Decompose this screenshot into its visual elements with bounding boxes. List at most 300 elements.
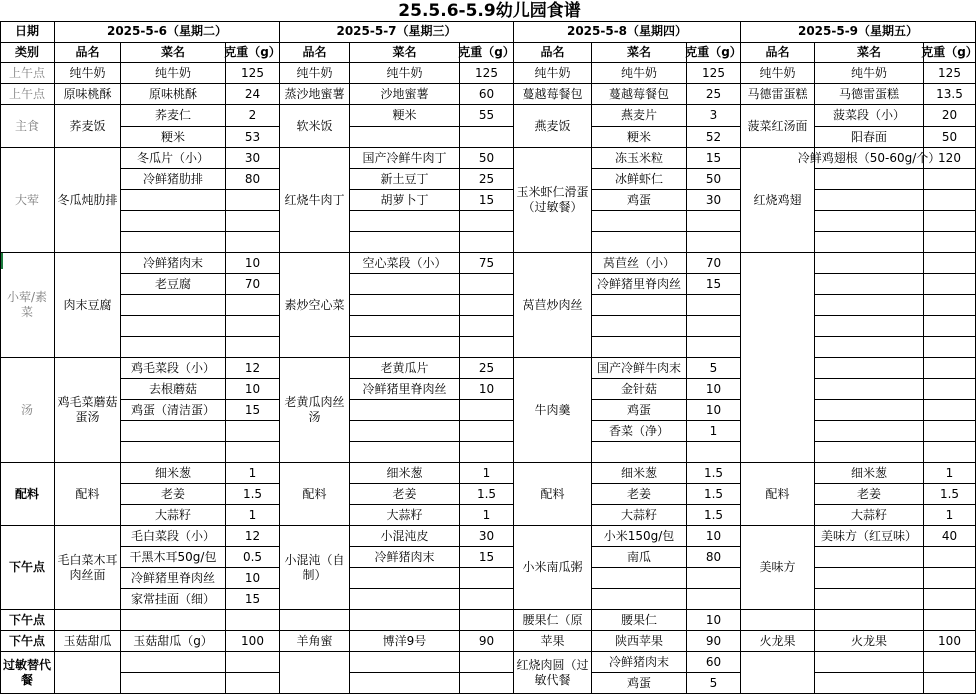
empty-cell xyxy=(687,589,741,610)
ingredient-name: 大蒜籽 xyxy=(121,505,226,526)
dish-name: 红烧牛肉丁 xyxy=(280,148,350,253)
dish-name: 莴苣炒肉丝 xyxy=(514,253,592,358)
ingredient-weight: 12 xyxy=(226,526,280,547)
empty-cell xyxy=(350,232,460,253)
dish-empty xyxy=(741,358,815,463)
dish-name: 红烧肉圆（过敏代餐 xyxy=(514,652,592,694)
caiming-header: 菜名 xyxy=(815,43,924,63)
empty-cell xyxy=(687,337,741,358)
ingredient-weight: 0.5 xyxy=(226,547,280,568)
ingredient-weight: 12 xyxy=(226,358,280,379)
empty-cell xyxy=(460,127,514,148)
empty-cell xyxy=(924,400,976,421)
ingredient-weight: 30 xyxy=(460,526,514,547)
caiming-header: 菜名 xyxy=(121,43,226,63)
category-label: 上午点 xyxy=(0,63,55,84)
ingredient-name: 燕麦片 xyxy=(592,105,687,127)
ingredient-weight: 15 xyxy=(226,400,280,421)
empty-cell xyxy=(592,232,687,253)
ingredient-name: 小米150g/包 xyxy=(592,526,687,547)
ingredient-name: 冷鲜猪肋排 xyxy=(121,169,226,190)
empty-cell xyxy=(687,568,741,589)
empty-cell xyxy=(815,673,924,694)
empty-cell xyxy=(460,421,514,442)
ingredient-name: 火龙果 xyxy=(815,631,924,652)
ingredient-weight: 20 xyxy=(924,105,976,127)
empty-cell xyxy=(924,211,976,232)
ingredient-name: 金针菇 xyxy=(592,379,687,400)
ingredient-weight: 50 xyxy=(460,148,514,169)
empty-cell xyxy=(592,442,687,463)
ingredient-weight: 50 xyxy=(924,127,976,148)
empty-cell xyxy=(592,337,687,358)
empty-cell xyxy=(121,337,226,358)
ingredient-weight: 5 xyxy=(687,673,741,694)
dish-empty xyxy=(741,610,815,631)
dish-name: 羊角蜜 xyxy=(280,631,350,652)
empty-cell xyxy=(121,211,226,232)
dish-name: 配料 xyxy=(280,463,350,526)
dish-name: 燕麦饭 xyxy=(514,105,592,148)
empty-cell xyxy=(460,400,514,421)
ingredient-name: 老姜 xyxy=(815,484,924,505)
empty-cell xyxy=(924,337,976,358)
ingredient-name: 老黄瓜片 xyxy=(350,358,460,379)
empty-cell xyxy=(350,610,460,631)
ingredient-weight: 1 xyxy=(687,421,741,442)
category-label: 汤 xyxy=(0,358,55,463)
ingredient-weight: 5 xyxy=(687,358,741,379)
empty-cell xyxy=(350,568,460,589)
ingredient-name: 沙地蜜薯 xyxy=(350,84,460,105)
empty-cell xyxy=(687,316,741,337)
ingredient-name: 纯牛奶 xyxy=(815,63,924,84)
empty-cell xyxy=(815,253,924,274)
ingredient-weight: 55 xyxy=(460,105,514,127)
dish-name: 牛肉羹 xyxy=(514,358,592,463)
ingredient-name: 陕西苹果 xyxy=(592,631,687,652)
ingredient-weight: 1 xyxy=(226,505,280,526)
empty-cell xyxy=(460,673,514,694)
empty-cell xyxy=(460,589,514,610)
empty-cell xyxy=(226,316,280,337)
day-header: 2025-5-6（星期二） xyxy=(55,21,280,43)
empty-cell xyxy=(460,232,514,253)
ingredient-weight: 30 xyxy=(226,148,280,169)
ingredient-weight: 100 xyxy=(924,631,976,652)
dish-name: 冬瓜炖肋排 xyxy=(55,148,121,253)
empty-cell xyxy=(350,127,460,148)
ingredient-name: 冻玉米粒 xyxy=(592,148,687,169)
ingredient-name: 冷鲜鸡翅根（50-60g/个） xyxy=(815,148,924,169)
dish-name: 菠菜红汤面 xyxy=(741,105,815,148)
ingredient-weight: 1.5 xyxy=(687,484,741,505)
empty-cell xyxy=(924,253,976,274)
day-header: 2025-5-7（星期三） xyxy=(280,21,514,43)
ingredient-name: 小混沌皮 xyxy=(350,526,460,547)
ingredient-weight: 40 xyxy=(924,526,976,547)
ingredient-name: 粳米 xyxy=(592,127,687,148)
ingredient-name: 老姜 xyxy=(592,484,687,505)
dish-empty xyxy=(741,652,815,694)
ingredient-name: 冷鲜猪肉末 xyxy=(350,547,460,568)
empty-cell xyxy=(815,358,924,379)
dish-empty xyxy=(280,652,350,694)
dish-name: 纯牛奶 xyxy=(514,63,592,84)
ingredient-name: 冷鲜猪肉末 xyxy=(592,652,687,673)
ingredient-name: 冷鲜猪里脊肉丝 xyxy=(121,568,226,589)
ingredient-name: 博洋9号 xyxy=(350,631,460,652)
ingredient-name: 毛白菜段（小） xyxy=(121,526,226,547)
empty-cell xyxy=(924,673,976,694)
kezhong-header: 克重（g） xyxy=(460,43,514,63)
empty-cell xyxy=(350,442,460,463)
ingredient-weight: 125 xyxy=(226,63,280,84)
ingredient-name: 国产冷鲜牛肉丁 xyxy=(350,148,460,169)
empty-cell xyxy=(924,190,976,211)
dish-name: 马德雷蛋糕 xyxy=(741,84,815,105)
category-label: 下午点 xyxy=(0,610,55,631)
dish-name: 蔓越莓餐包 xyxy=(514,84,592,105)
empty-cell xyxy=(592,211,687,232)
ingredient-name: 腰果仁 xyxy=(592,610,687,631)
empty-cell xyxy=(121,421,226,442)
sheet-title: 25.5.6-5.9幼儿园食谱 xyxy=(398,1,581,21)
empty-cell xyxy=(815,442,924,463)
ingredient-weight: 60 xyxy=(687,652,741,673)
ingredient-weight: 1.5 xyxy=(460,484,514,505)
dish-name: 纯牛奶 xyxy=(741,63,815,84)
ingredient-weight: 125 xyxy=(924,63,976,84)
ingredient-weight: 15 xyxy=(687,148,741,169)
empty-cell xyxy=(460,442,514,463)
empty-cell xyxy=(815,547,924,568)
empty-cell xyxy=(815,211,924,232)
pinming-header: 品名 xyxy=(280,43,350,63)
empty-cell xyxy=(924,295,976,316)
empty-cell xyxy=(815,169,924,190)
empty-cell xyxy=(350,589,460,610)
category-label: 配料 xyxy=(0,463,55,526)
empty-cell xyxy=(924,589,976,610)
ingredient-weight: 10 xyxy=(226,379,280,400)
ingredient-weight: 80 xyxy=(687,547,741,568)
day-header: 2025-5-8（星期四） xyxy=(514,21,741,43)
ingredient-name: 粳米 xyxy=(121,127,226,148)
ingredient-weight: 52 xyxy=(687,127,741,148)
date-header: 日期 xyxy=(0,21,55,43)
empty-cell xyxy=(924,610,976,631)
ingredient-name: 荞麦仁 xyxy=(121,105,226,127)
ingredient-name: 美味方（红豆味） xyxy=(815,526,924,547)
ingredient-weight: 2 xyxy=(226,105,280,127)
category-label: 小荤/素菜 xyxy=(0,253,55,358)
ingredient-weight: 1.5 xyxy=(226,484,280,505)
dish-name: 配料 xyxy=(514,463,592,526)
ingredient-weight: 70 xyxy=(687,253,741,274)
empty-cell xyxy=(460,211,514,232)
ingredient-name: 马德雷蛋糕 xyxy=(815,84,924,105)
empty-cell xyxy=(924,274,976,295)
ingredient-weight: 3 xyxy=(687,105,741,127)
empty-cell xyxy=(815,295,924,316)
empty-cell xyxy=(815,190,924,211)
empty-cell xyxy=(592,316,687,337)
empty-cell xyxy=(226,295,280,316)
ingredient-weight: 53 xyxy=(226,127,280,148)
empty-cell xyxy=(350,337,460,358)
ingredient-name: 大蒜籽 xyxy=(350,505,460,526)
empty-cell xyxy=(924,421,976,442)
empty-cell xyxy=(687,295,741,316)
ingredient-weight: 10 xyxy=(687,526,741,547)
ingredient-weight: 125 xyxy=(687,63,741,84)
ingredient-weight: 10 xyxy=(687,379,741,400)
ingredient-name: 冬瓜片（小） xyxy=(121,148,226,169)
dish-name: 老黄瓜肉丝汤 xyxy=(280,358,350,463)
ingredient-weight: 10 xyxy=(226,568,280,589)
empty-cell xyxy=(121,652,226,673)
ingredient-weight: 15 xyxy=(226,589,280,610)
empty-cell xyxy=(460,295,514,316)
ingredient-name: 蔓越莓餐包 xyxy=(592,84,687,105)
ingredient-name: 纯牛奶 xyxy=(350,63,460,84)
ingredient-weight: 100 xyxy=(226,631,280,652)
ingredient-name: 粳米 xyxy=(350,105,460,127)
ingredient-weight: 1.5 xyxy=(687,505,741,526)
dish-name: 玉米虾仁滑蛋（过敏餐） xyxy=(514,148,592,253)
ingredient-name: 玉菇甜瓜（g） xyxy=(121,631,226,652)
ingredient-name: 阳春面 xyxy=(815,127,924,148)
ingredient-name: 大蒜籽 xyxy=(592,505,687,526)
category-label: 上午点 xyxy=(0,84,55,105)
empty-cell xyxy=(226,610,280,631)
empty-cell xyxy=(687,232,741,253)
grid-line xyxy=(0,21,976,22)
ingredient-weight: 1.5 xyxy=(924,484,976,505)
ingredient-name: 空心菜段（小） xyxy=(350,253,460,274)
caiming-header: 菜名 xyxy=(350,43,460,63)
ingredient-weight: 15 xyxy=(460,547,514,568)
dish-empty xyxy=(55,610,121,631)
ingredient-weight: 10 xyxy=(460,379,514,400)
ingredient-name: 胡萝卜丁 xyxy=(350,190,460,211)
empty-cell xyxy=(121,295,226,316)
empty-cell xyxy=(121,442,226,463)
empty-cell xyxy=(226,442,280,463)
ingredient-weight: 24 xyxy=(226,84,280,105)
kezhong-header: 克重（g） xyxy=(924,43,976,63)
dish-name: 纯牛奶 xyxy=(280,63,350,84)
empty-cell xyxy=(350,211,460,232)
empty-cell xyxy=(121,673,226,694)
empty-cell xyxy=(350,274,460,295)
empty-cell xyxy=(924,379,976,400)
ingredient-name: 菠菜段（小） xyxy=(815,105,924,127)
empty-cell xyxy=(226,211,280,232)
empty-cell xyxy=(815,232,924,253)
empty-cell xyxy=(815,421,924,442)
ingredient-weight: 80 xyxy=(226,169,280,190)
ingredient-weight: 25 xyxy=(687,84,741,105)
ingredient-weight: 15 xyxy=(687,274,741,295)
dish-name: 蒸沙地蜜薯 xyxy=(280,84,350,105)
ingredient-weight: 10 xyxy=(687,610,741,631)
dish-name: 鸡毛菜蘑菇蛋汤 xyxy=(55,358,121,463)
dish-name: 原味桃酥 xyxy=(55,84,121,105)
category-label: 过敏替代餐 xyxy=(0,652,55,694)
empty-cell xyxy=(815,379,924,400)
ingredient-name: 老姜 xyxy=(121,484,226,505)
ingredient-name: 香菜（净） xyxy=(592,421,687,442)
dish-name: 小混沌（自制） xyxy=(280,526,350,610)
ingredient-weight: 75 xyxy=(460,253,514,274)
ingredient-name: 纯牛奶 xyxy=(121,63,226,84)
empty-cell xyxy=(592,589,687,610)
ingredient-name: 冷鲜猪里脊肉丝 xyxy=(350,379,460,400)
ingredient-weight: 70 xyxy=(226,274,280,295)
empty-cell xyxy=(924,169,976,190)
category-label: 下午点 xyxy=(0,526,55,610)
caiming-header: 菜名 xyxy=(592,43,687,63)
ingredient-name: 鸡蛋（清洁蛋） xyxy=(121,400,226,421)
empty-cell xyxy=(350,400,460,421)
dish-empty xyxy=(55,652,121,694)
empty-cell xyxy=(815,316,924,337)
dish-name: 红烧鸡翅 xyxy=(741,148,815,253)
empty-cell xyxy=(815,568,924,589)
ingredient-name: 去根蘑菇 xyxy=(121,379,226,400)
dish-name: 小米南瓜粥 xyxy=(514,526,592,610)
category-header: 类别 xyxy=(0,43,55,63)
empty-cell xyxy=(121,190,226,211)
ingredient-name: 老姜 xyxy=(350,484,460,505)
dish-name: 毛白菜木耳肉丝面 xyxy=(55,526,121,610)
empty-cell xyxy=(815,337,924,358)
empty-cell xyxy=(460,274,514,295)
ingredient-name: 鸡蛋 xyxy=(592,673,687,694)
empty-cell xyxy=(460,337,514,358)
empty-cell xyxy=(226,421,280,442)
empty-cell xyxy=(226,232,280,253)
pinming-header: 品名 xyxy=(514,43,592,63)
dish-name: 纯牛奶 xyxy=(55,63,121,84)
empty-cell xyxy=(226,190,280,211)
ingredient-weight: 1 xyxy=(460,505,514,526)
empty-cell xyxy=(924,442,976,463)
grid-line xyxy=(0,21,1,694)
empty-cell xyxy=(815,274,924,295)
ingredient-weight: 1 xyxy=(924,505,976,526)
dish-name: 软米饭 xyxy=(280,105,350,148)
ingredient-weight: 1.5 xyxy=(687,463,741,484)
ingredient-weight: 50 xyxy=(687,169,741,190)
dish-name: 素炒空心菜 xyxy=(280,253,350,358)
ingredient-name: 细米葱 xyxy=(592,463,687,484)
ingredient-weight: 10 xyxy=(226,253,280,274)
dish-name: 配料 xyxy=(55,463,121,526)
ingredient-name: 新土豆丁 xyxy=(350,169,460,190)
ingredient-name: 莴苣丝（小） xyxy=(592,253,687,274)
empty-cell xyxy=(460,568,514,589)
ingredient-name: 冷鲜猪肉末 xyxy=(121,253,226,274)
pinming-header: 品名 xyxy=(55,43,121,63)
empty-cell xyxy=(924,568,976,589)
empty-cell xyxy=(460,316,514,337)
empty-cell xyxy=(121,232,226,253)
dish-name: 肉末豆腐 xyxy=(55,253,121,358)
ingredient-name: 大蒜籽 xyxy=(815,505,924,526)
empty-cell xyxy=(924,358,976,379)
empty-cell xyxy=(460,610,514,631)
empty-cell xyxy=(592,295,687,316)
empty-cell xyxy=(687,442,741,463)
category-label: 大荤 xyxy=(0,148,55,253)
ingredient-name: 鸡蛋 xyxy=(592,190,687,211)
ingredient-weight: 30 xyxy=(687,190,741,211)
category-label: 下午点 xyxy=(0,631,55,652)
dish-name: 玉菇甜瓜 xyxy=(55,631,121,652)
empty-cell xyxy=(924,547,976,568)
kezhong-header: 克重（g） xyxy=(687,43,741,63)
ingredient-name: 原味桃酥 xyxy=(121,84,226,105)
empty-cell xyxy=(815,610,924,631)
ingredient-weight: 1 xyxy=(924,463,976,484)
ingredient-name: 家常挂面（细） xyxy=(121,589,226,610)
ingredient-name: 细米葱 xyxy=(815,463,924,484)
empty-cell xyxy=(226,337,280,358)
ingredient-weight: 15 xyxy=(460,190,514,211)
dish-name: 苹果 xyxy=(514,631,592,652)
empty-cell xyxy=(924,652,976,673)
dish-empty xyxy=(280,610,350,631)
empty-cell xyxy=(815,589,924,610)
ingredient-weight: 1 xyxy=(226,463,280,484)
ingredient-weight: 1 xyxy=(460,463,514,484)
day-header: 2025-5-9（星期五） xyxy=(741,21,976,43)
ingredient-name: 鸡毛菜段（小） xyxy=(121,358,226,379)
empty-cell xyxy=(350,421,460,442)
kezhong-header: 克重（g） xyxy=(226,43,280,63)
category-label: 主食 xyxy=(0,105,55,148)
ingredient-name: 干黑木耳50g/包 xyxy=(121,547,226,568)
empty-cell xyxy=(350,295,460,316)
dish-name: 配料 xyxy=(741,463,815,526)
ingredient-name: 冰鲜虾仁 xyxy=(592,169,687,190)
pinming-header: 品名 xyxy=(741,43,815,63)
empty-cell xyxy=(924,232,976,253)
ingredient-weight: 60 xyxy=(460,84,514,105)
ingredient-weight: 13.5 xyxy=(924,84,976,105)
ingredient-name: 南瓜 xyxy=(592,547,687,568)
ingredient-weight: 25 xyxy=(460,169,514,190)
ingredient-name: 细米葱 xyxy=(121,463,226,484)
ingredient-name: 纯牛奶 xyxy=(592,63,687,84)
ingredient-name: 鸡蛋 xyxy=(592,400,687,421)
empty-cell xyxy=(815,400,924,421)
ingredient-weight: 90 xyxy=(687,631,741,652)
ingredient-name: 细米葱 xyxy=(350,463,460,484)
dish-name: 美味方 xyxy=(741,526,815,610)
ingredient-weight: 120 xyxy=(924,148,976,169)
empty-cell xyxy=(350,652,460,673)
ingredient-weight: 10 xyxy=(687,400,741,421)
empty-cell xyxy=(687,211,741,232)
ingredient-weight: 125 xyxy=(460,63,514,84)
ingredient-name: 冷鲜猪里脊肉丝 xyxy=(592,274,687,295)
empty-cell xyxy=(226,673,280,694)
empty-cell xyxy=(460,652,514,673)
